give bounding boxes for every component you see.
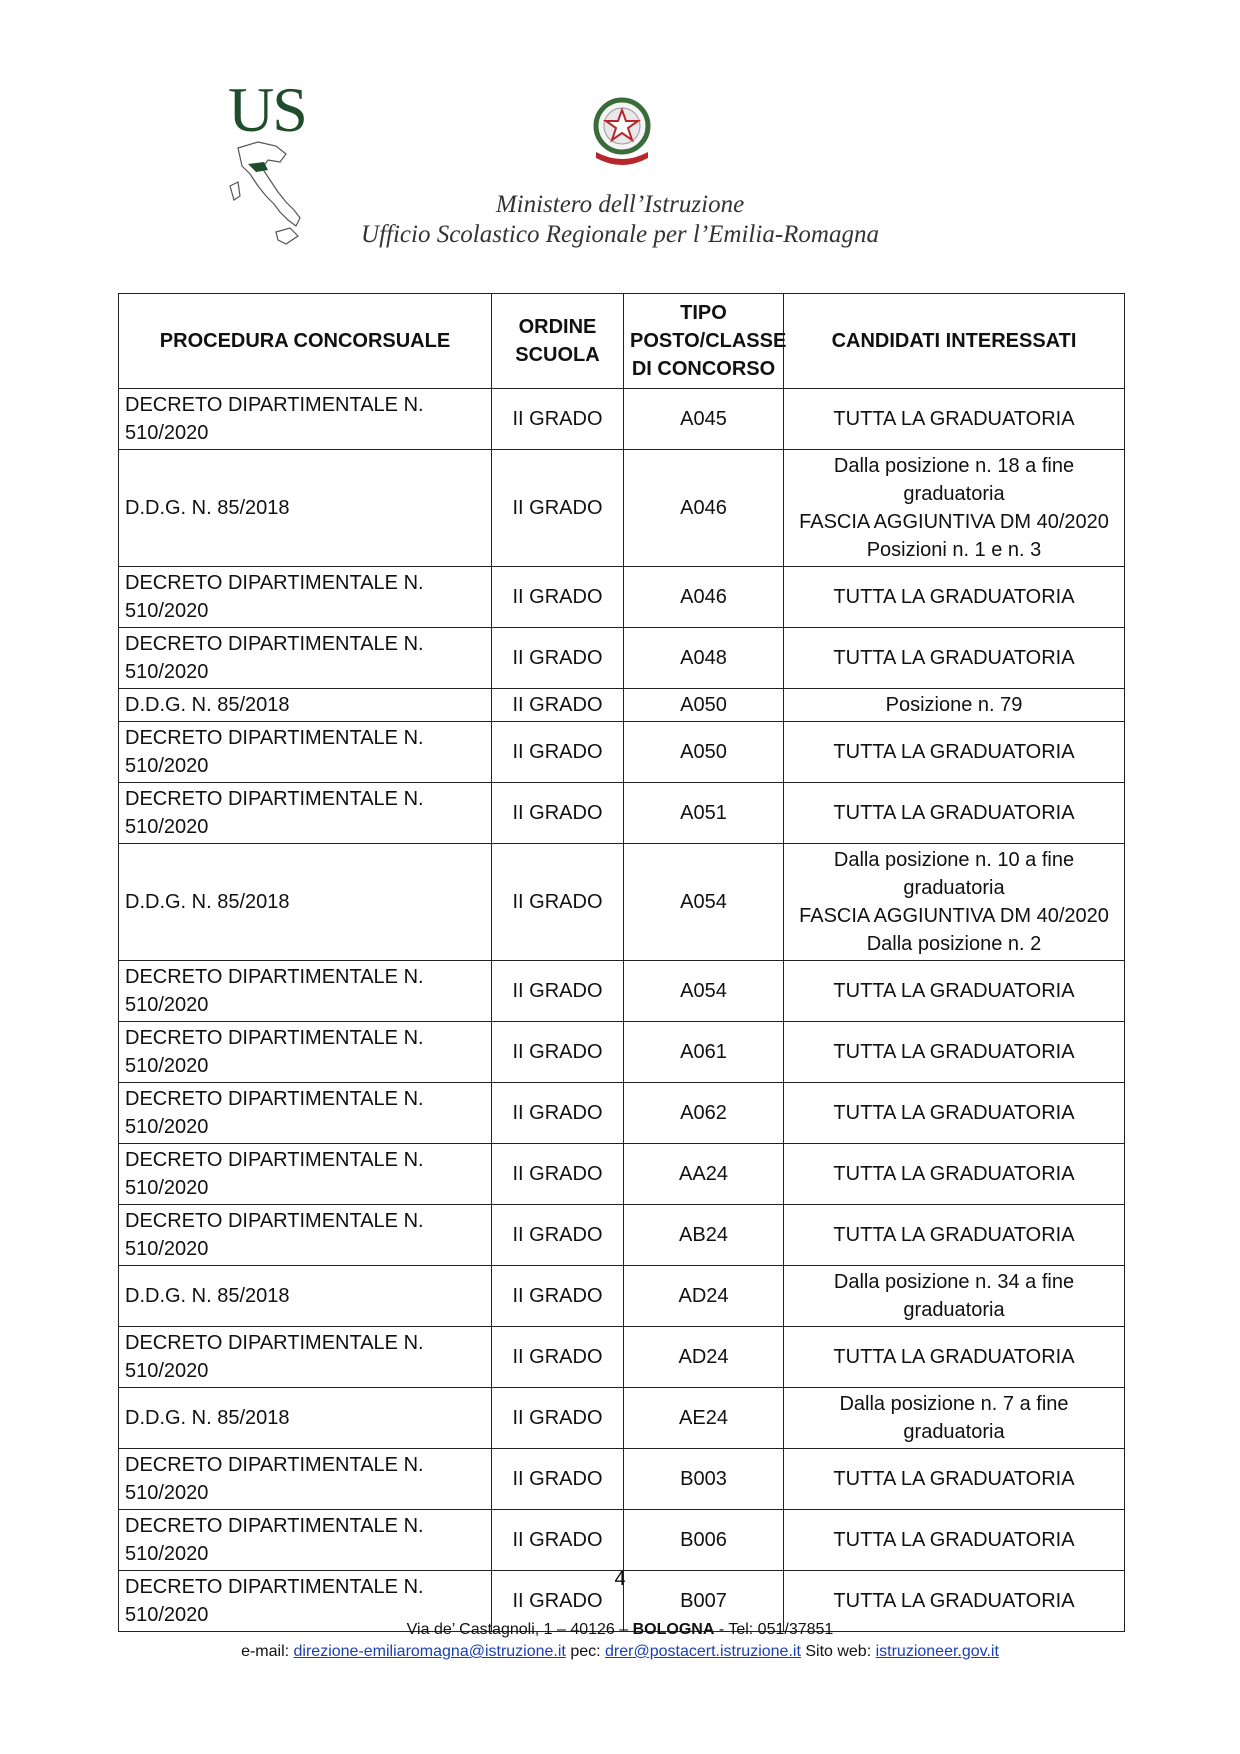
procedura-cell: D.D.G. N. 85/2018 (119, 844, 492, 961)
footer-pec-link[interactable]: drer@postacert.istruzione.it (605, 1643, 801, 1660)
usr-logo-text: US (228, 74, 306, 145)
candidati-cell (784, 450, 1125, 567)
procedura-cell: DECRETO DIPARTIMENTALE N. 510/2020 (119, 1327, 492, 1388)
candidati-cell (784, 1388, 1125, 1449)
table-row (119, 722, 1125, 783)
procedura-cell: DECRETO DIPARTIMENTALE N. 510/2020 (119, 1571, 492, 1632)
procedura-cell: DECRETO DIPARTIMENTALE N. 510/2020 (119, 961, 492, 1022)
procedura-cell: D.D.G. N. 85/2018 (119, 689, 492, 722)
footer-web-link[interactable]: istruzioneer.gov.it (875, 1643, 999, 1660)
ordine-cell: II GRADO (492, 567, 624, 628)
procedura-cell: D.D.G. N. 85/2018 (119, 1388, 492, 1449)
candidati-line: Dalla posizione n. 2 (866, 933, 1042, 955)
candidati-cell (784, 844, 1125, 961)
candidati-line: TUTTA LA GRADUATORIA (833, 1224, 1075, 1246)
usr-logo (228, 74, 328, 258)
candidati-line: Dalla posizione n. 18 a fine graduatoria (833, 455, 1075, 505)
classe-cell: AA24 (624, 1144, 784, 1205)
ordine-cell: II GRADO (492, 1083, 624, 1144)
header-tipo: TIPO POSTO/CLASSE DI CONCORSO (624, 294, 784, 389)
table-header-row (119, 294, 1125, 389)
header-ordine: ORDINE SCUOLA (492, 294, 624, 389)
table-row (119, 689, 1125, 722)
procedura-cell: D.D.G. N. 85/2018 (119, 450, 492, 567)
procedura-cell: DECRETO DIPARTIMENTALE N. 510/2020 (119, 1449, 492, 1510)
table-row (119, 783, 1125, 844)
classe-cell: A048 (624, 628, 784, 689)
procedura-cell: DECRETO DIPARTIMENTALE N. 510/2020 (119, 1205, 492, 1266)
ministry-title: Ministero dell’Istruzione (495, 191, 745, 218)
regional-office-title: Ufficio Scolastico Regionale per l’Emilia-Romagna (361, 221, 879, 248)
candidati-line: TUTTA LA GRADUATORIA (833, 408, 1075, 430)
footer-address-suffix: - Tel: 051/37851 (714, 1621, 834, 1638)
ordine-cell: II GRADO (492, 1327, 624, 1388)
classe-cell: AD24 (624, 1266, 784, 1327)
classe-cell: A050 (624, 689, 784, 722)
ordine-cell: II GRADO (492, 1388, 624, 1449)
table-row (119, 1266, 1125, 1327)
footer-email-label: e-mail: (241, 1643, 294, 1660)
candidati-line: TUTTA LA GRADUATORIA (833, 1346, 1075, 1368)
candidates-table (118, 293, 1125, 1632)
candidati-cell (784, 1205, 1125, 1266)
ordine-cell: II GRADO (492, 1022, 624, 1083)
classe-cell: AD24 (624, 1327, 784, 1388)
candidati-line: Dalla posizione n. 10 a fine graduatoria (833, 849, 1075, 899)
ordine-cell: II GRADO (492, 1449, 624, 1510)
candidati-cell (784, 1510, 1125, 1571)
footer-pec-label: pec: (565, 1643, 606, 1660)
procedura-cell: DECRETO DIPARTIMENTALE N. 510/2020 (119, 389, 492, 450)
candidati-line: Posizione n. 79 (885, 694, 1023, 716)
header-procedura: PROCEDURA CONCORSUALE (119, 294, 492, 389)
candidati-cell (784, 961, 1125, 1022)
classe-cell: A054 (624, 961, 784, 1022)
classe-cell: B003 (624, 1449, 784, 1510)
procedura-cell: DECRETO DIPARTIMENTALE N. 510/2020 (119, 1510, 492, 1571)
footer (0, 1619, 1240, 1663)
procedura-cell: DECRETO DIPARTIMENTALE N. 510/2020 (119, 628, 492, 689)
ordine-cell: II GRADO (492, 1510, 624, 1571)
table-row (119, 844, 1125, 961)
ordine-cell: II GRADO (492, 689, 624, 722)
classe-cell: A062 (624, 1083, 784, 1144)
procedura-cell: DECRETO DIPARTIMENTALE N. 510/2020 (119, 1083, 492, 1144)
candidati-cell (784, 722, 1125, 783)
candidati-line: TUTTA LA GRADUATORIA (833, 1529, 1075, 1551)
classe-cell: A045 (624, 389, 784, 450)
candidati-line: Posizioni n. 1 e n. 3 (866, 539, 1042, 561)
classe-cell: A050 (624, 722, 784, 783)
footer-address (0, 1619, 1240, 1641)
table-row (119, 1022, 1125, 1083)
candidati-line: TUTTA LA GRADUATORIA (833, 647, 1075, 669)
footer-email-link[interactable]: direzione-emiliaromagna@istruzione.it (293, 1643, 566, 1660)
ordine-cell: II GRADO (492, 628, 624, 689)
classe-cell: AE24 (624, 1388, 784, 1449)
ordine-cell: II GRADO (492, 722, 624, 783)
table-row (119, 1205, 1125, 1266)
ordine-cell: II GRADO (492, 1144, 624, 1205)
table-body (119, 389, 1125, 1632)
classe-cell: A061 (624, 1022, 784, 1083)
ministry-name (340, 190, 900, 250)
table-row (119, 961, 1125, 1022)
table-row (119, 628, 1125, 689)
candidati-cell (784, 1083, 1125, 1144)
classe-cell: B006 (624, 1510, 784, 1571)
table-row (119, 1388, 1125, 1449)
header-candidati: CANDIDATI INTERESSATI (784, 294, 1125, 389)
classe-cell: AB24 (624, 1205, 784, 1266)
candidati-line: TUTTA LA GRADUATORIA (833, 1468, 1075, 1490)
classe-cell: A051 (624, 783, 784, 844)
classe-cell: A054 (624, 844, 784, 961)
candidati-cell (784, 1022, 1125, 1083)
table-row (119, 450, 1125, 567)
candidati-line: TUTTA LA GRADUATORIA (833, 980, 1075, 1002)
ordine-cell: II GRADO (492, 1571, 624, 1632)
page-number: 4 (614, 1568, 626, 1590)
candidati-cell (784, 783, 1125, 844)
procedura-cell: DECRETO DIPARTIMENTALE N. 510/2020 (119, 1144, 492, 1205)
footer-contacts (0, 1641, 1240, 1663)
table-row (119, 1083, 1125, 1144)
ordine-cell: II GRADO (492, 844, 624, 961)
candidati-line: FASCIA AGGIUNTIVA DM 40/2020 (799, 511, 1109, 533)
table-row (119, 567, 1125, 628)
ordine-cell: II GRADO (492, 389, 624, 450)
ordine-cell: II GRADO (492, 961, 624, 1022)
footer-address-prefix: Via de’ Castagnoli, 1 – 40126 – (406, 1621, 633, 1638)
candidati-cell (784, 1449, 1125, 1510)
candidati-cell (784, 689, 1125, 722)
table-row (119, 1144, 1125, 1205)
classe-cell: A046 (624, 450, 784, 567)
ordine-cell: II GRADO (492, 1266, 624, 1327)
candidati-cell (784, 1266, 1125, 1327)
candidati-line: Dalla posizione n. 34 a fine graduatoria (833, 1271, 1075, 1321)
candidati-cell (784, 389, 1125, 450)
candidati-line: TUTTA LA GRADUATORIA (833, 1163, 1075, 1185)
ordine-cell: II GRADO (492, 450, 624, 567)
candidati-line: TUTTA LA GRADUATORIA (833, 586, 1075, 608)
ordine-cell: II GRADO (492, 1205, 624, 1266)
candidati-line: TUTTA LA GRADUATORIA (833, 802, 1075, 824)
candidati-cell (784, 628, 1125, 689)
candidati-line: TUTTA LA GRADUATORIA (833, 1102, 1075, 1124)
table-row (119, 389, 1125, 450)
procedura-cell: DECRETO DIPARTIMENTALE N. 510/2020 (119, 722, 492, 783)
table-row (119, 1327, 1125, 1388)
candidati-line: FASCIA AGGIUNTIVA DM 40/2020 (799, 905, 1109, 927)
candidati-cell (784, 1327, 1125, 1388)
table-row (119, 1510, 1125, 1571)
candidati-line: Dalla posizione n. 7 a fine graduatoria (839, 1393, 1069, 1443)
italy-map-icon (228, 140, 318, 250)
classe-cell: B007 (624, 1571, 784, 1632)
procedura-cell: D.D.G. N. 85/2018 (119, 1266, 492, 1327)
candidati-cell (784, 567, 1125, 628)
italian-republic-emblem-icon (582, 88, 662, 172)
table-row (119, 1449, 1125, 1510)
procedura-cell: DECRETO DIPARTIMENTALE N. 510/2020 (119, 1022, 492, 1083)
candidati-line: TUTTA LA GRADUATORIA (833, 1590, 1075, 1612)
letterhead (0, 0, 1240, 280)
footer-city: BOLOGNA (632, 1621, 715, 1638)
candidati-line: TUTTA LA GRADUATORIA (833, 741, 1075, 763)
ordine-cell: II GRADO (492, 783, 624, 844)
procedura-cell: DECRETO DIPARTIMENTALE N. 510/2020 (119, 783, 492, 844)
procedura-cell: DECRETO DIPARTIMENTALE N. 510/2020 (119, 567, 492, 628)
candidati-cell (784, 1144, 1125, 1205)
footer-web-label: Sito web: (800, 1643, 876, 1660)
candidati-line: TUTTA LA GRADUATORIA (833, 1041, 1075, 1063)
classe-cell: A046 (624, 567, 784, 628)
